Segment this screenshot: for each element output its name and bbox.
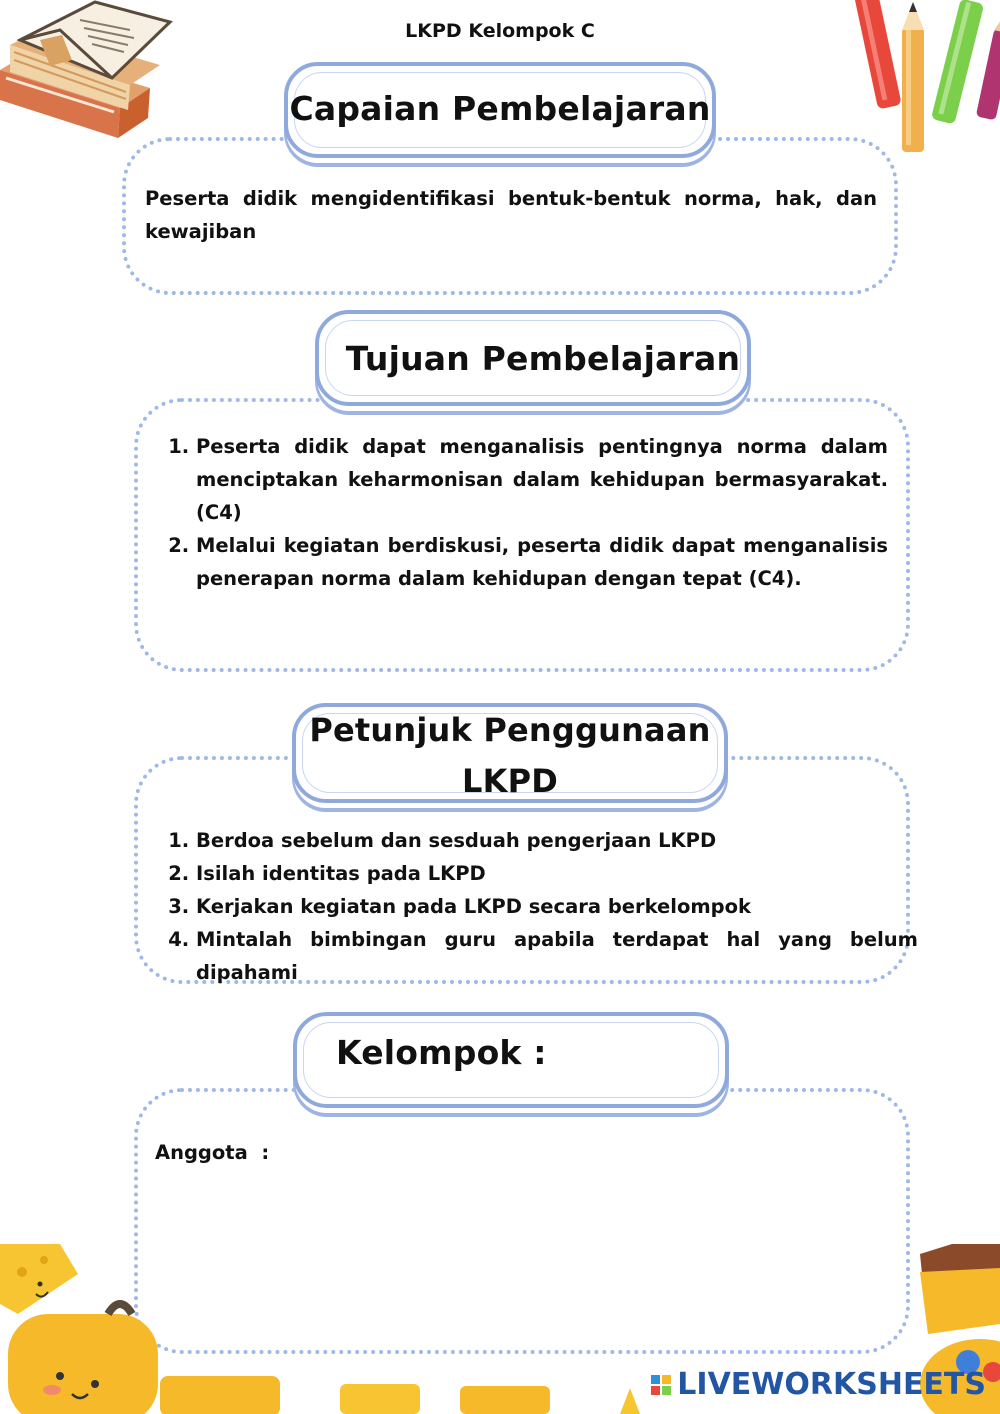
petunjuk-list <box>166 824 918 989</box>
list-item: 1. Peserta didik dapat menganalisis pentingnya norma dalam menciptakan keharmonisan dalam kehidupan bermasyarakat. (C4) <box>196 430 888 529</box>
list-item: 3. Kerjakan kegiatan pada LKPD secara berkelompok <box>196 890 918 923</box>
capaian-text: Peserta didik mengidentifikasi bentuk-bentuk norma, hak, dan kewajiban <box>145 187 877 243</box>
bottom-decoration <box>150 1360 710 1414</box>
capaian-heading: Capaian Pembelajaran <box>289 89 711 128</box>
list-item: 4. Mintalah bimbingan guru apabila terdapat hal yang belum dipahami <box>196 923 918 989</box>
anggota-label: Anggota : <box>155 1141 270 1164</box>
list-item: 2. Isilah identitas pada LKPD <box>196 857 918 890</box>
tujuan-heading: Tujuan Pembelajaran <box>345 339 741 378</box>
petunjuk-heading-line1: Petunjuk Penggunaan <box>309 711 711 749</box>
brand-text: LIVEWORKSHEETS <box>677 1367 986 1402</box>
tujuan-list <box>166 430 888 595</box>
kelompok-box <box>134 1088 910 1354</box>
list-item: 1. Berdoa sebelum dan sesduah pengerjaan LKPD <box>196 824 918 857</box>
liveworksheets-icon <box>651 1375 671 1395</box>
kelompok-heading: Kelompok : <box>336 1033 547 1072</box>
petunjuk-heading-line2: LKPD <box>461 762 558 800</box>
list-item: 2. Melalui kegiatan berdiskusi, peserta didik dapat menganalisis penerapan norma dalam kehidupan dengan tepat (C4). <box>196 529 888 595</box>
document-title: LKPD Kelompok C <box>405 20 595 42</box>
liveworksheets-logo <box>651 1367 986 1402</box>
